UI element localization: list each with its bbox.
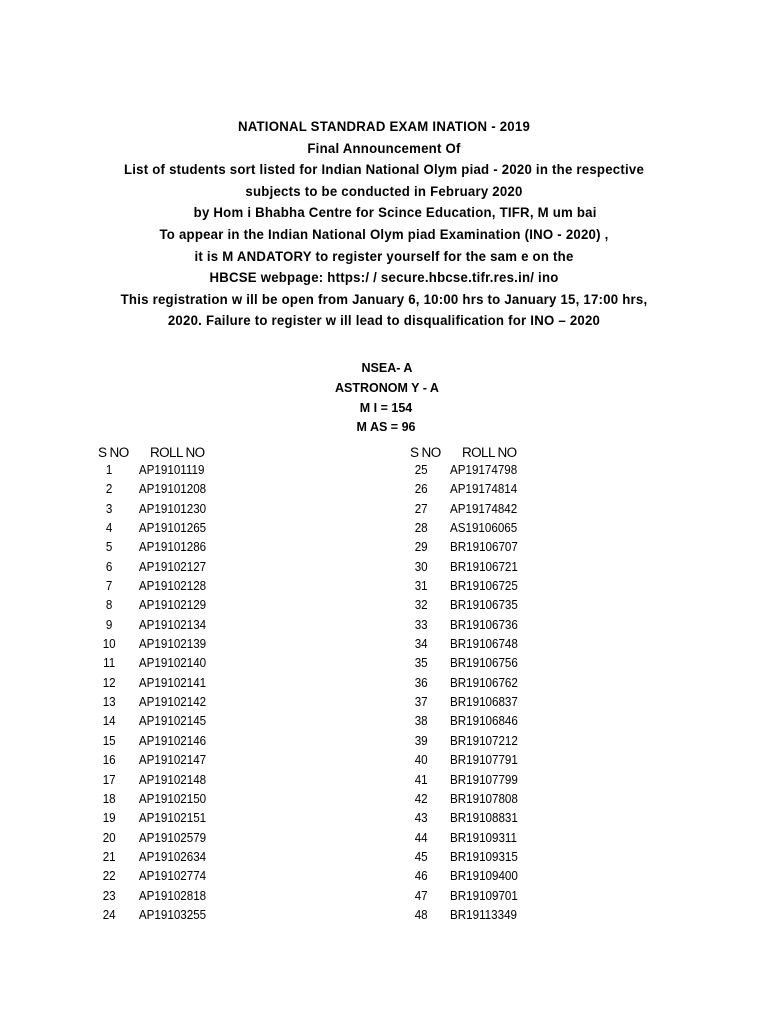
- announcement-line: To appear in the Indian National Olym piad Examination (INO - 2020) ,: [159, 226, 609, 243]
- roll-number: AP19102150: [138, 791, 207, 806]
- table-row: [410, 674, 518, 693]
- announcement-header: [27, 117, 741, 333]
- serial-number: 26: [414, 482, 428, 497]
- table-row: [98, 596, 206, 615]
- roll-number: AS19106065: [449, 521, 518, 536]
- exam-name: NSEA- A: [361, 361, 413, 375]
- roll-number: AP19102579: [138, 830, 207, 845]
- serial-number: 5: [105, 540, 113, 555]
- announcement-subtitle: Final Announcement Of: [307, 140, 461, 157]
- table-row: [98, 519, 206, 538]
- table-row: [98, 848, 206, 867]
- serial-number: 44: [414, 830, 428, 845]
- table-row: [410, 887, 518, 906]
- serial-number: 35: [414, 656, 428, 671]
- table-row: [410, 538, 518, 557]
- announcement-line: by Hom i Bhabha Centre for Scince Education, TIFR, M um bai: [193, 205, 597, 222]
- roll-number: BR19106736: [449, 617, 518, 632]
- serial-number: 17: [102, 772, 116, 787]
- roll-number: BR19109315: [449, 849, 518, 864]
- serial-number: 30: [414, 559, 428, 574]
- serial-number: 7: [105, 579, 113, 594]
- table-row: [98, 616, 206, 635]
- table-row: [98, 500, 206, 519]
- table-row: [98, 635, 206, 654]
- table-row: [410, 461, 518, 480]
- table-row: [98, 790, 206, 809]
- serial-number: 20: [102, 830, 116, 845]
- roll-number: AP19102818: [138, 888, 207, 903]
- serial-number: 27: [414, 501, 428, 516]
- sno-header: S NO: [98, 445, 129, 460]
- roll-number: AP19102146: [138, 733, 207, 748]
- serial-number: 28: [414, 521, 428, 536]
- roll-number: AP19101286: [138, 540, 207, 555]
- table-row: [410, 771, 518, 790]
- serial-number: 10: [102, 637, 116, 652]
- serial-number: 2: [105, 482, 113, 497]
- serial-number: 8: [105, 598, 113, 613]
- serial-number: 22: [102, 869, 116, 884]
- serial-number: 40: [414, 753, 428, 768]
- serial-number: 46: [414, 869, 428, 884]
- roll-number: AP19174842: [449, 501, 518, 516]
- table-row: [98, 654, 206, 673]
- serial-number: 29: [414, 540, 428, 555]
- serial-number: 1: [105, 463, 113, 477]
- table-row: [410, 790, 518, 809]
- roll-number: BR19106748: [449, 637, 518, 652]
- roll-number: BR19106837: [449, 695, 518, 710]
- serial-number: 38: [414, 714, 428, 729]
- roll-number: AP19102139: [138, 637, 207, 652]
- serial-number: 48: [414, 907, 428, 922]
- announcement-line: it is M ANDATORY to register yourself for the sam e on the: [194, 248, 574, 265]
- serial-number: 33: [414, 617, 428, 632]
- roll-number: AP19102147: [138, 753, 207, 768]
- announcement-line: This registration w ill be open from January 6, 10:00 hrs to January 15, 17:00 hrs,: [120, 291, 648, 308]
- serial-number: 9: [105, 617, 113, 632]
- table-row: [410, 616, 518, 635]
- roll-number: BR19106735: [449, 598, 518, 613]
- table-row: [410, 732, 518, 751]
- table-row: [98, 577, 206, 596]
- roll-number: AP19102145: [138, 714, 207, 729]
- roll-number: BR19106721: [449, 559, 518, 574]
- roll-number: BR19109311: [449, 830, 518, 845]
- roll-number: AP19103255: [138, 907, 207, 922]
- table-row: [410, 558, 518, 577]
- roll-number: BR19106846: [449, 714, 518, 729]
- table-row: [410, 654, 518, 673]
- roll-number: BR19106762: [449, 675, 518, 690]
- table-row: [98, 751, 206, 770]
- table-row: [410, 635, 518, 654]
- roll-number: AP19102127: [138, 559, 207, 574]
- table-row: [410, 848, 518, 867]
- table-row: [410, 693, 518, 712]
- table-row: [410, 480, 518, 499]
- serial-number: 11: [103, 656, 116, 671]
- serial-number: 43: [414, 811, 428, 826]
- serial-number: 3: [105, 501, 113, 516]
- table-row: [410, 712, 518, 731]
- table-row: [410, 906, 518, 925]
- roll-no-header: ROLL NO: [150, 445, 205, 460]
- serial-number: 15: [102, 733, 116, 748]
- column-header: [98, 444, 214, 461]
- table-row: [98, 461, 206, 480]
- serial-number: 32: [414, 598, 428, 613]
- roll-number: AP19174814: [449, 482, 518, 497]
- serial-number: 37: [414, 695, 428, 710]
- serial-number: 23: [102, 888, 116, 903]
- table-row: [98, 809, 206, 828]
- table-row: [98, 829, 206, 848]
- roll-number: BR19107212: [449, 733, 518, 748]
- roll-number: BR19106707: [449, 540, 518, 555]
- table-row: [410, 596, 518, 615]
- roll-number: AP19102129: [138, 598, 207, 613]
- mi-value: M I = 154: [359, 400, 413, 415]
- table-row: [98, 558, 206, 577]
- roll-number: BR19109701: [449, 888, 518, 903]
- table-row: [98, 538, 206, 557]
- table-row: [98, 712, 206, 731]
- roll-number: AP19102141: [138, 675, 207, 690]
- serial-number: 25: [414, 463, 428, 477]
- serial-number: 21: [102, 849, 116, 864]
- table-row: [98, 480, 206, 499]
- announcement-line: 2020. Failure to register w ill lead to disqualification for INO – 2020: [167, 313, 601, 330]
- sno-header: S NO: [410, 445, 441, 460]
- serial-number: 14: [102, 714, 116, 729]
- roll-number: AP19101230: [138, 501, 207, 516]
- column-header: [410, 444, 526, 461]
- roll-number: AP19102140: [138, 656, 207, 671]
- roll-number: AP19102148: [138, 772, 207, 787]
- serial-number: 36: [414, 675, 428, 690]
- roll-list-right-column: [410, 444, 526, 925]
- serial-number: 19: [102, 811, 116, 826]
- table-row: [410, 500, 518, 519]
- announcement-line: subjects to be conducted in February 2020: [245, 183, 523, 200]
- roll-number: BR19107808: [449, 791, 518, 806]
- table-row: [98, 771, 206, 790]
- roll-number: AP19102134: [138, 617, 207, 632]
- roll-number: BR19107799: [449, 772, 518, 787]
- roll-no-header: ROLL NO: [462, 445, 517, 460]
- roll-number: AP19102634: [138, 849, 207, 864]
- roll-number: BR19113349: [449, 907, 518, 922]
- section-header: [0, 359, 768, 438]
- serial-number: 45: [414, 849, 428, 864]
- roll-number: AP19102142: [138, 695, 207, 710]
- subject-name: ASTRONOM Y - A: [335, 380, 439, 395]
- table-row: [410, 751, 518, 770]
- roll-number: AP19101208: [138, 482, 207, 497]
- serial-number: 31: [414, 579, 428, 594]
- table-row: [98, 693, 206, 712]
- serial-number: 34: [414, 637, 428, 652]
- table-row: [98, 906, 206, 925]
- serial-number: 18: [102, 791, 116, 806]
- serial-number: 24: [102, 907, 116, 922]
- serial-number: 39: [414, 733, 428, 748]
- announcement-line: List of students sort listed for Indian National Olym piad - 2020 in the respective: [123, 162, 645, 179]
- serial-number: 47: [414, 888, 428, 903]
- table-row: [410, 577, 518, 596]
- serial-number: 41: [414, 772, 428, 787]
- table-row: [410, 867, 518, 886]
- roll-number: AP19102151: [138, 811, 207, 826]
- registration-url-line: HBCSE webpage: https:/ / secure.hbcse.tifr.res.in/ ino: [209, 270, 559, 287]
- serial-number: 4: [105, 521, 113, 536]
- table-row: [98, 867, 206, 886]
- roll-number: BR19106756: [449, 656, 518, 671]
- serial-number: 16: [102, 753, 116, 768]
- serial-number: 42: [414, 791, 428, 806]
- roll-number: AP19102774: [138, 869, 207, 884]
- roll-list-left-column: [98, 444, 214, 925]
- table-row: [98, 887, 206, 906]
- serial-number: 12: [102, 675, 116, 690]
- table-row: [98, 732, 206, 751]
- table-row: [410, 809, 518, 828]
- roll-number: BR19108831: [449, 811, 518, 826]
- serial-number: 13: [102, 695, 116, 710]
- roll-number: BR19106725: [449, 579, 518, 594]
- roll-number: BR19107791: [449, 753, 518, 768]
- roll-number: AP19101119: [138, 463, 205, 477]
- table-row: [98, 674, 206, 693]
- roll-number: AP19101265: [138, 521, 207, 536]
- roll-number: AP19102128: [138, 579, 207, 594]
- serial-number: 6: [105, 559, 113, 574]
- roll-number: AP19174798: [449, 463, 518, 477]
- table-row: [410, 829, 518, 848]
- table-row: [410, 519, 518, 538]
- document-title: NATIONAL STANDRAD EXAM INATION - 2019: [237, 119, 531, 135]
- mas-value: M AS = 96: [356, 420, 416, 435]
- roll-number: BR19109400: [449, 869, 518, 884]
